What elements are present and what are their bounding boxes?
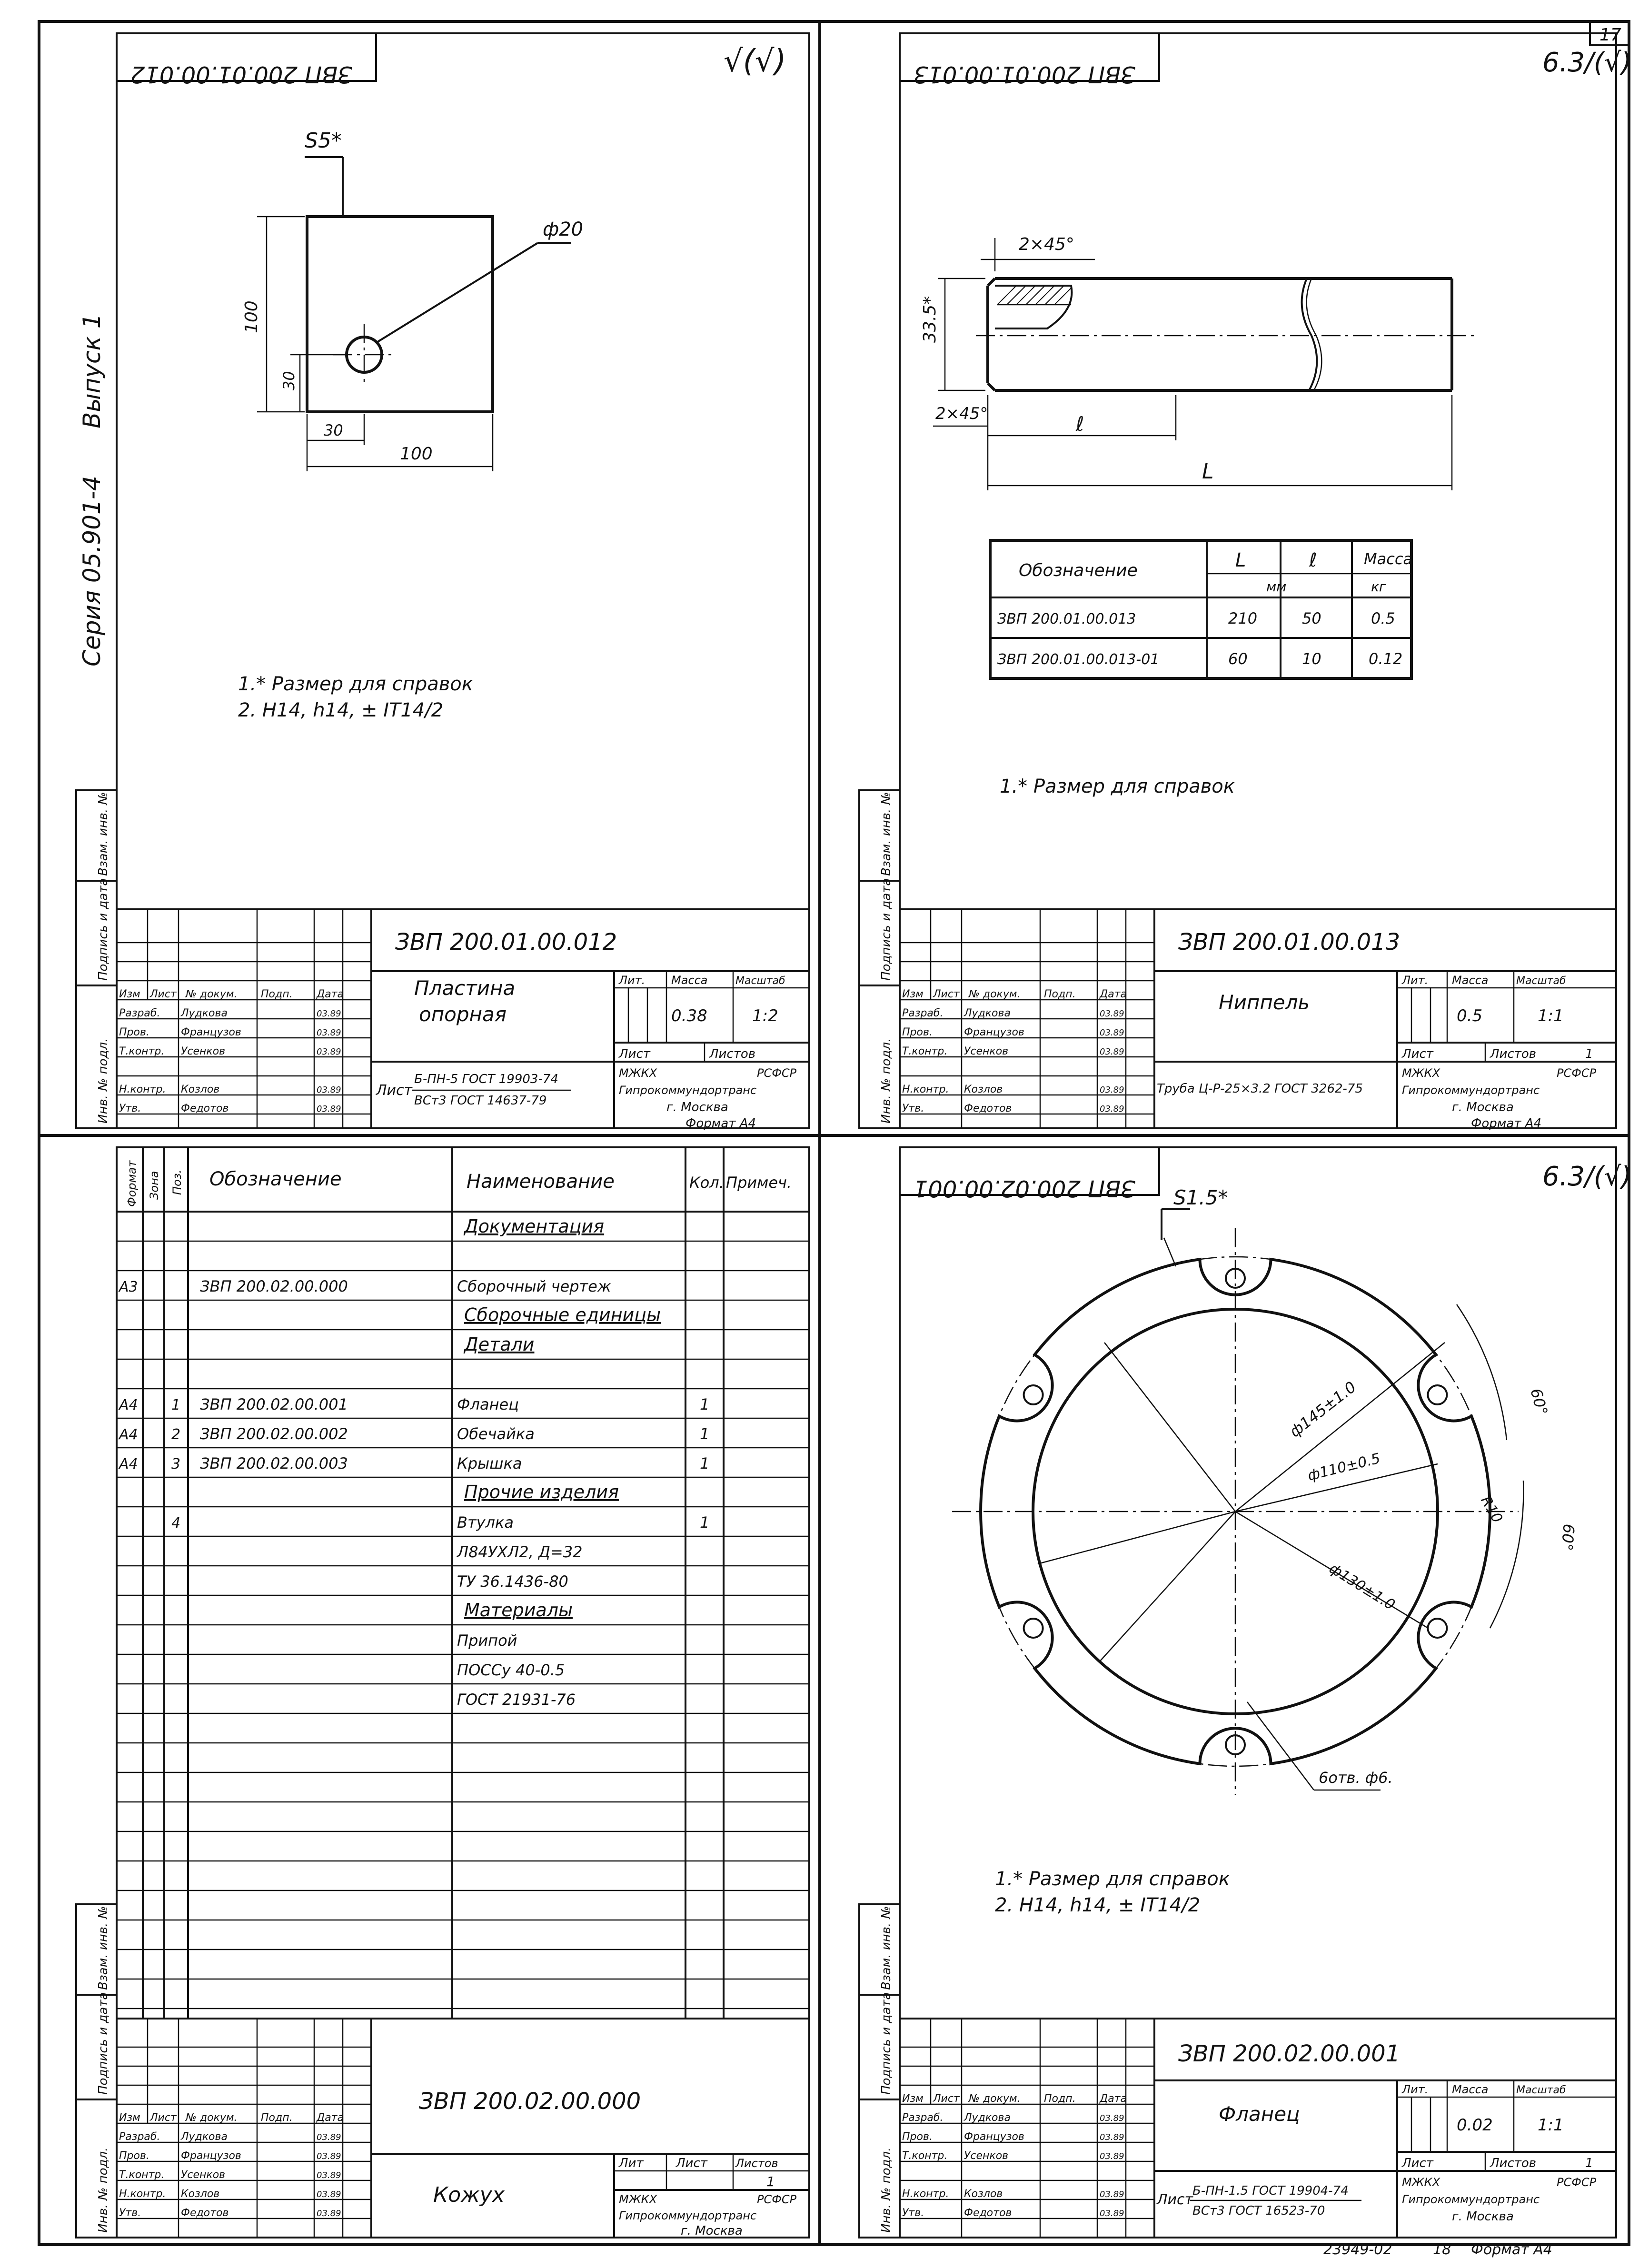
svg-text:Гипрокоммундортранс: Гипрокоммундортранс bbox=[619, 1084, 757, 1097]
svg-text:Подпись и дата: Подпись и дата bbox=[879, 878, 894, 981]
svg-text:Дата: Дата bbox=[317, 2112, 344, 2124]
svg-text:03.89: 03.89 bbox=[1100, 2113, 1124, 2123]
p1-scale: 1:2 bbox=[752, 1006, 778, 1025]
svg-text:Формат А4: Формат А4 bbox=[1471, 1116, 1542, 1131]
svg-text:10: 10 bbox=[1302, 650, 1321, 668]
p4-material-bottom: ВСт3 ГОСТ 16523-70 bbox=[1192, 2204, 1325, 2218]
svg-text:Пров.: Пров. bbox=[119, 1026, 149, 1038]
spec-qty: 1 bbox=[700, 1395, 710, 1413]
p1-mass: 0.38 bbox=[671, 1006, 707, 1025]
p4-flange bbox=[952, 1209, 1523, 1795]
p2-table bbox=[990, 540, 1412, 678]
svg-text:Усенков: Усенков bbox=[964, 2150, 1009, 2162]
svg-text:Инв. № подл.: Инв. № подл. bbox=[879, 1038, 894, 1124]
svg-text:03.89: 03.89 bbox=[317, 1028, 341, 1038]
p2-dim-L: L bbox=[1202, 459, 1214, 484]
svg-text:03.89: 03.89 bbox=[1100, 1009, 1124, 1019]
svg-text:г. Москва: г. Москва bbox=[681, 2224, 743, 2238]
p4-scale: 1:1 bbox=[1538, 2116, 1564, 2135]
spec-name: Фланец bbox=[457, 1395, 519, 1413]
p1-side-vzam: Взам. инв. № bbox=[96, 792, 110, 876]
svg-text:Масса: Масса bbox=[1452, 2083, 1489, 2096]
p4-dim-d145: ф145±1.0 bbox=[1286, 1378, 1360, 1441]
svg-text:0.5: 0.5 bbox=[1371, 609, 1395, 627]
spec-name: Прочие изделия bbox=[464, 1482, 619, 1502]
svg-text:РСФСР: РСФСР bbox=[757, 2193, 797, 2206]
svg-text:Обозначение: Обозначение bbox=[209, 1168, 342, 1190]
p1-border bbox=[117, 33, 809, 1128]
svg-text:Разраб.: Разраб. bbox=[902, 1007, 944, 1019]
svg-text:1: 1 bbox=[766, 2174, 775, 2189]
svg-text:Усенков: Усенков bbox=[964, 1045, 1009, 1057]
p4-title-block bbox=[900, 2019, 1616, 2258]
svg-text:Федотов: Федотов bbox=[964, 1103, 1012, 1114]
p2-nipple bbox=[976, 279, 1476, 390]
svg-text:Обозначение: Обозначение bbox=[1019, 561, 1138, 580]
p4-note-2: 2. Н14, h14, ± IT14/2 bbox=[995, 1894, 1201, 1916]
svg-text:Кол.: Кол. bbox=[689, 1174, 724, 1192]
svg-text:Французов: Французов bbox=[181, 1026, 241, 1038]
spec-name: Л84УХЛ2, Д=32 bbox=[457, 1543, 583, 1561]
svg-text:Листов: Листов bbox=[1490, 1047, 1537, 1061]
svg-text:Усенков: Усенков bbox=[181, 2169, 226, 2181]
svg-text:Лист: Лист bbox=[1402, 1047, 1433, 1061]
p4-footer-sheet: 18 bbox=[1433, 2241, 1451, 2258]
p1-dim-dia: ф20 bbox=[543, 219, 584, 240]
spec-pos: 4 bbox=[171, 1515, 181, 1532]
svg-text:03.89: 03.89 bbox=[317, 1047, 341, 1057]
p2-name: Ниппель bbox=[1219, 991, 1310, 1014]
svg-text:№ докум.: № докум. bbox=[186, 2112, 238, 2124]
p1-plate bbox=[307, 217, 493, 412]
svg-text:Французов: Французов bbox=[964, 2131, 1024, 2143]
svg-text:РСФСР: РСФСР bbox=[757, 1066, 797, 1080]
p4-stamp-code: ЗВП 200.02.00.001 bbox=[913, 1175, 1135, 1202]
svg-text:Н.контр.: Н.контр. bbox=[902, 1084, 949, 1095]
svg-text:Подп.: Подп. bbox=[1044, 2093, 1076, 2105]
p1-dim-h100: 100 bbox=[242, 300, 261, 333]
svg-text:Масса: Масса bbox=[671, 974, 708, 987]
p2-title-block bbox=[900, 909, 1616, 1131]
svg-text:Масштаб: Масштаб bbox=[1516, 2084, 1566, 2096]
spec-name: Припой bbox=[457, 1631, 517, 1650]
svg-text:Подп.: Подп. bbox=[1044, 988, 1076, 1000]
svg-text:Утв.: Утв. bbox=[119, 2207, 141, 2219]
svg-text:Подп.: Подп. bbox=[261, 988, 293, 1000]
svg-text:03.89: 03.89 bbox=[317, 1085, 341, 1095]
svg-text:Изм: Изм bbox=[902, 2093, 924, 2105]
svg-text:Гипрокоммундортранс: Гипрокоммундортранс bbox=[619, 2209, 757, 2222]
spec-pos: 1 bbox=[171, 1397, 181, 1413]
svg-text:Листов: Листов bbox=[709, 1047, 756, 1061]
svg-text:Разраб.: Разраб. bbox=[119, 2131, 160, 2143]
svg-text:Т.контр.: Т.контр. bbox=[119, 2169, 165, 2181]
p4-bolt-hole bbox=[1024, 1619, 1043, 1638]
svg-text:03.89: 03.89 bbox=[317, 2151, 341, 2161]
svg-text:Подп.: Подп. bbox=[261, 2112, 293, 2124]
p2-roughness: 6.3/(√) bbox=[1542, 47, 1632, 78]
svg-text:№ докум.: № докум. bbox=[186, 988, 238, 1000]
svg-text:Листов: Листов bbox=[1490, 2156, 1537, 2170]
svg-text:Формат: Формат bbox=[125, 1160, 139, 1207]
p1-dim-h30: 30 bbox=[280, 371, 298, 390]
svg-text:Подпись и дата: Подпись и дата bbox=[879, 1992, 894, 2095]
svg-text:Пров.: Пров. bbox=[119, 2150, 149, 2162]
svg-text:Масштаб: Масштаб bbox=[735, 975, 785, 987]
p3-title-block bbox=[117, 2019, 809, 2238]
p4-dim-holes: 6отв. ф6. bbox=[1319, 1769, 1393, 1787]
svg-text:Дата: Дата bbox=[317, 988, 344, 1000]
spec-format: А3 bbox=[119, 1279, 138, 1295]
spec-name: Материалы bbox=[464, 1600, 573, 1621]
p2-row2-code: ЗВП 200.01.00.013-01 bbox=[997, 651, 1160, 668]
p4-mass: 0.02 bbox=[1457, 2116, 1493, 2135]
svg-text:Подпись и дата: Подпись и дата bbox=[96, 1992, 110, 2095]
p3-spec-table bbox=[117, 1147, 809, 2019]
svg-text:кг: кг bbox=[1371, 579, 1386, 595]
spec-name: ГОСТ 21931-76 bbox=[457, 1691, 576, 1709]
svg-text:РСФСР: РСФСР bbox=[1557, 2176, 1597, 2189]
p2-stamp-code: ЗВП 200.01.00.013 bbox=[913, 61, 1135, 88]
page-frame bbox=[39, 21, 1632, 2245]
spec-code: ЗВП 200.02.00.002 bbox=[200, 1425, 348, 1443]
svg-text:Утв.: Утв. bbox=[902, 2207, 924, 2219]
svg-text:МЖКХ: МЖКХ bbox=[619, 1066, 657, 1080]
svg-text:Лит.: Лит. bbox=[1402, 974, 1429, 987]
svg-text:г. Москва: г. Москва bbox=[1452, 1100, 1514, 1114]
spec-name: Обечайка bbox=[457, 1425, 535, 1443]
p2-dim-ch2: 2×45° bbox=[935, 404, 988, 423]
svg-text:Инв. № подл.: Инв. № подл. bbox=[96, 2147, 110, 2233]
p2-border bbox=[900, 33, 1616, 1128]
page-number: 17 bbox=[1599, 25, 1621, 45]
svg-text:Лит: Лит bbox=[619, 2156, 644, 2170]
svg-text:Изм: Изм bbox=[119, 988, 140, 1000]
svg-text:210: 210 bbox=[1228, 609, 1258, 627]
svg-text:Взам. инв. №: Взам. инв. № bbox=[879, 1906, 894, 1990]
p2-note-1: 1.* Размер для справок bbox=[1000, 776, 1235, 797]
spec-code: ЗВП 200.02.00.003 bbox=[200, 1454, 348, 1472]
svg-text:1: 1 bbox=[1585, 2156, 1593, 2170]
p2-scale: 1:1 bbox=[1538, 1006, 1564, 1025]
p1-name-1: Пластина bbox=[414, 976, 516, 1000]
svg-text:03.89: 03.89 bbox=[1100, 1047, 1124, 1057]
p1-dim-s: S5* bbox=[305, 129, 342, 153]
p1-material-bottom: ВСт3 ГОСТ 14637-79 bbox=[414, 1094, 547, 1108]
svg-text:Инв. № подл.: Инв. № подл. bbox=[879, 2147, 894, 2233]
sheet-p4 bbox=[859, 1147, 1631, 2258]
spec-name: ПОССу 40-0.5 bbox=[457, 1661, 565, 1679]
svg-text:МЖКХ: МЖКХ bbox=[619, 2193, 657, 2206]
svg-text:Козлов: Козлов bbox=[964, 2188, 1003, 2200]
svg-text:03.89: 03.89 bbox=[317, 2170, 341, 2180]
svg-text:Разраб.: Разраб. bbox=[902, 2112, 944, 2124]
series-label-group bbox=[78, 314, 106, 666]
svg-text:Утв.: Утв. bbox=[902, 1103, 924, 1114]
p1-side-inv: Инв. № подл. bbox=[96, 1038, 110, 1124]
p4-footer-num: 23949-02 bbox=[1323, 2241, 1392, 2258]
p4-dim-r: R10 bbox=[1477, 1493, 1506, 1526]
svg-text:03.89: 03.89 bbox=[1100, 1085, 1124, 1095]
svg-text:Лудкова: Лудкова bbox=[181, 1007, 228, 1019]
sheet-p1 bbox=[76, 33, 809, 1131]
svg-text:Зона: Зона bbox=[148, 1171, 161, 1200]
svg-text:г. Москва: г. Москва bbox=[666, 1100, 728, 1114]
svg-text:Утв.: Утв. bbox=[119, 1103, 141, 1114]
svg-text:МЖКХ: МЖКХ bbox=[1402, 1066, 1440, 1080]
svg-text:Лудкова: Лудкова bbox=[964, 2112, 1011, 2124]
spec-pos: 3 bbox=[171, 1456, 181, 1472]
svg-text:03.89: 03.89 bbox=[1100, 1104, 1124, 1114]
svg-text:03.89: 03.89 bbox=[1100, 2189, 1124, 2199]
svg-text:Французов: Французов bbox=[964, 1026, 1024, 1038]
svg-text:Лудкова: Лудкова bbox=[181, 2131, 228, 2143]
spec-qty: 1 bbox=[700, 1513, 710, 1532]
spec-name: Сборочные единицы bbox=[464, 1304, 661, 1325]
svg-text:Лист: Лист bbox=[1402, 2156, 1433, 2170]
p4-name: Фланец bbox=[1219, 2102, 1300, 2126]
svg-text:Масштаб: Масштаб bbox=[1516, 975, 1566, 987]
p2-material: Труба Ц-Р-25×3.2 ГОСТ 3262-75 bbox=[1157, 1082, 1363, 1096]
p1-dim-w30: 30 bbox=[324, 421, 343, 439]
p4-tb-code: ЗВП 200.02.00.001 bbox=[1178, 2040, 1401, 2067]
spec-format: А4 bbox=[119, 1456, 138, 1472]
p2-dim-d: 33.5* bbox=[920, 296, 940, 343]
svg-text:Лист: Лист bbox=[676, 2156, 707, 2170]
svg-text:№ докум.: № докум. bbox=[969, 2093, 1021, 2105]
svg-text:Изм: Изм bbox=[119, 2112, 140, 2124]
svg-text:Формат А4: Формат А4 bbox=[1471, 2241, 1552, 2258]
p2-mass: 0.5 bbox=[1457, 1006, 1483, 1025]
spec-code: ЗВП 200.02.00.001 bbox=[200, 1395, 348, 1413]
p2-tb-code: ЗВП 200.01.00.013 bbox=[1178, 929, 1401, 955]
svg-text:03.89: 03.89 bbox=[1100, 2132, 1124, 2142]
p4-dim-a2: 60° bbox=[1558, 1523, 1578, 1552]
svg-text:1: 1 bbox=[1585, 1047, 1593, 1061]
svg-text:Лист: Лист bbox=[376, 1082, 413, 1099]
svg-text:Масса: Масса bbox=[1452, 974, 1489, 987]
svg-text:Листов: Листов bbox=[735, 2157, 778, 2170]
spec-format: А4 bbox=[119, 1397, 138, 1413]
svg-text:Лист: Лист bbox=[933, 988, 960, 1000]
p1-dim-w100: 100 bbox=[400, 444, 433, 464]
svg-text:03.89: 03.89 bbox=[1100, 2208, 1124, 2218]
svg-text:03.89: 03.89 bbox=[1100, 1028, 1124, 1038]
svg-text:Изм: Изм bbox=[902, 988, 924, 1000]
svg-text:МЖКХ: МЖКХ bbox=[1402, 2176, 1440, 2189]
p4-note-1: 1.* Размер для справок bbox=[995, 1868, 1230, 1890]
p4-material-top: Б-ПН-1.5 ГОСТ 19904-74 bbox=[1192, 2184, 1349, 2198]
svg-text:Н.контр.: Н.контр. bbox=[119, 1084, 166, 1095]
svg-text:Козлов: Козлов bbox=[964, 1084, 1003, 1095]
svg-text:Козлов: Козлов bbox=[181, 1084, 220, 1095]
p2-row1-code: ЗВП 200.01.00.013 bbox=[997, 611, 1136, 627]
svg-text:Лит.: Лит. bbox=[619, 974, 646, 987]
spec-name: Сборочный чертеж bbox=[457, 1277, 611, 1295]
spec-pos: 2 bbox=[171, 1426, 181, 1443]
spec-name: Детали bbox=[464, 1334, 535, 1355]
p4-dim-a1: 60° bbox=[1527, 1386, 1551, 1417]
p1-tb-code: ЗВП 200.01.00.012 bbox=[395, 929, 617, 955]
svg-text:мм: мм bbox=[1266, 579, 1287, 595]
svg-text:Лист: Лист bbox=[619, 1047, 650, 1061]
svg-text:03.89: 03.89 bbox=[317, 1009, 341, 1019]
p4-bolt-hole bbox=[1428, 1385, 1447, 1404]
svg-text:Пров.: Пров. bbox=[902, 2131, 933, 2143]
svg-text:РСФСР: РСФСР bbox=[1557, 1066, 1597, 1080]
svg-text:Лудкова: Лудкова bbox=[964, 1007, 1011, 1019]
p1-side-podp: Подпись и дата bbox=[96, 878, 110, 981]
spec-format: А4 bbox=[119, 1426, 138, 1443]
svg-text:Дата: Дата bbox=[1100, 2093, 1127, 2105]
spec-code: ЗВП 200.02.00.000 bbox=[200, 1277, 348, 1295]
p4-dim-d130: ф130±1.0 bbox=[1326, 1560, 1398, 1614]
p1-stamp-code: ЗВП 200.01.00.012 bbox=[130, 61, 352, 88]
svg-text:L: L bbox=[1235, 549, 1246, 571]
spec-qty: 1 bbox=[700, 1454, 710, 1472]
p1-note-1: 1.* Размер для справок bbox=[238, 673, 473, 695]
p2-dim-ch1: 2×45° bbox=[1019, 235, 1074, 254]
p4-bolt-hole bbox=[1024, 1385, 1043, 1404]
issue-label: Выпуск 1 bbox=[78, 313, 106, 428]
svg-text:Лист: Лист bbox=[933, 2093, 960, 2105]
svg-text:Федотов: Федотов bbox=[181, 1103, 229, 1114]
svg-text:Лист: Лист bbox=[150, 988, 177, 1000]
p1-roughness: √(√) bbox=[724, 44, 786, 79]
sheet-p3 bbox=[76, 1147, 809, 2238]
svg-text:Козлов: Козлов bbox=[181, 2188, 220, 2200]
p1-name-2: опорная bbox=[419, 1003, 507, 1026]
series-label: Серия 05.901-4 bbox=[78, 476, 106, 666]
svg-text:г. Москва: г. Москва bbox=[1452, 2209, 1514, 2224]
p4-dim-d110: ф110±0.5 bbox=[1306, 1450, 1382, 1484]
svg-text:03.89: 03.89 bbox=[317, 2208, 341, 2218]
svg-text:Федотов: Федотов bbox=[181, 2207, 229, 2219]
svg-text:0.12: 0.12 bbox=[1369, 650, 1403, 668]
p4-roughness: 6.3/(√) bbox=[1542, 1161, 1632, 1192]
svg-text:Французов: Французов bbox=[181, 2150, 241, 2162]
p4-bolt-hole bbox=[1428, 1619, 1447, 1638]
sheet-p2 bbox=[859, 33, 1631, 1131]
svg-text:Н.контр.: Н.контр. bbox=[119, 2188, 166, 2200]
svg-text:Формат А4: Формат А4 bbox=[685, 1116, 756, 1131]
p1-material-top: Б-ПН-5 ГОСТ 19903-74 bbox=[414, 1072, 558, 1086]
svg-text:Гипрокоммундортранс: Гипрокоммундортранс bbox=[1402, 2193, 1540, 2206]
svg-text:Масса: Масса bbox=[1364, 550, 1413, 568]
p2-dim-l: ℓ bbox=[1076, 412, 1084, 436]
svg-text:№ докум.: № докум. bbox=[969, 988, 1021, 1000]
svg-text:Лист: Лист bbox=[1157, 2191, 1193, 2208]
svg-text:Т.контр.: Т.контр. bbox=[119, 1045, 165, 1057]
svg-text:03.89: 03.89 bbox=[317, 2132, 341, 2142]
svg-text:Разраб.: Разраб. bbox=[119, 1007, 160, 1019]
svg-text:Н.контр.: Н.контр. bbox=[902, 2188, 949, 2200]
p1-title-block bbox=[117, 909, 809, 1131]
svg-text:03.89: 03.89 bbox=[317, 2189, 341, 2199]
svg-text:Дата: Дата bbox=[1100, 988, 1127, 1000]
svg-text:Усенков: Усенков bbox=[181, 1045, 226, 1057]
svg-text:Гипрокоммундортранс: Гипрокоммундортранс bbox=[1402, 1084, 1540, 1097]
svg-text:50: 50 bbox=[1302, 609, 1321, 627]
svg-text:Лит.: Лит. bbox=[1402, 2083, 1429, 2096]
svg-text:Пров.: Пров. bbox=[902, 1026, 933, 1038]
svg-text:60: 60 bbox=[1228, 650, 1248, 668]
p1-note-2: 2. Н14, h14, ± IT14/2 bbox=[238, 699, 444, 721]
svg-text:Взам. инв. №: Взам. инв. № bbox=[879, 792, 894, 876]
svg-text:Наименование: Наименование bbox=[467, 1171, 615, 1193]
svg-text:Поз.: Поз. bbox=[170, 1169, 184, 1195]
spec-name: Втулка bbox=[457, 1513, 514, 1532]
svg-text:ℓ: ℓ bbox=[1309, 549, 1317, 571]
p3-name: Кожух bbox=[433, 2183, 505, 2207]
spec-name: Документация bbox=[464, 1216, 605, 1237]
svg-text:Федотов: Федотов bbox=[964, 2207, 1012, 2219]
spec-qty: 1 bbox=[700, 1425, 710, 1443]
spec-name: ТУ 36.1436-80 bbox=[457, 1572, 568, 1591]
svg-text:Примеч.: Примеч. bbox=[726, 1174, 792, 1192]
p4-dim-s: S1.5* bbox=[1173, 1186, 1228, 1209]
spec-name: Крышка bbox=[457, 1454, 522, 1472]
p3-tb-code: ЗВП 200.02.00.000 bbox=[419, 2088, 641, 2115]
svg-text:Т.контр.: Т.контр. bbox=[902, 2150, 948, 2162]
svg-text:03.89: 03.89 bbox=[317, 1104, 341, 1114]
svg-text:Лист: Лист bbox=[150, 2112, 177, 2124]
svg-text:Взам. инв. №: Взам. инв. № bbox=[96, 1906, 110, 1990]
svg-text:03.89: 03.89 bbox=[1100, 2151, 1124, 2161]
svg-text:Т.контр.: Т.контр. bbox=[902, 1045, 948, 1057]
